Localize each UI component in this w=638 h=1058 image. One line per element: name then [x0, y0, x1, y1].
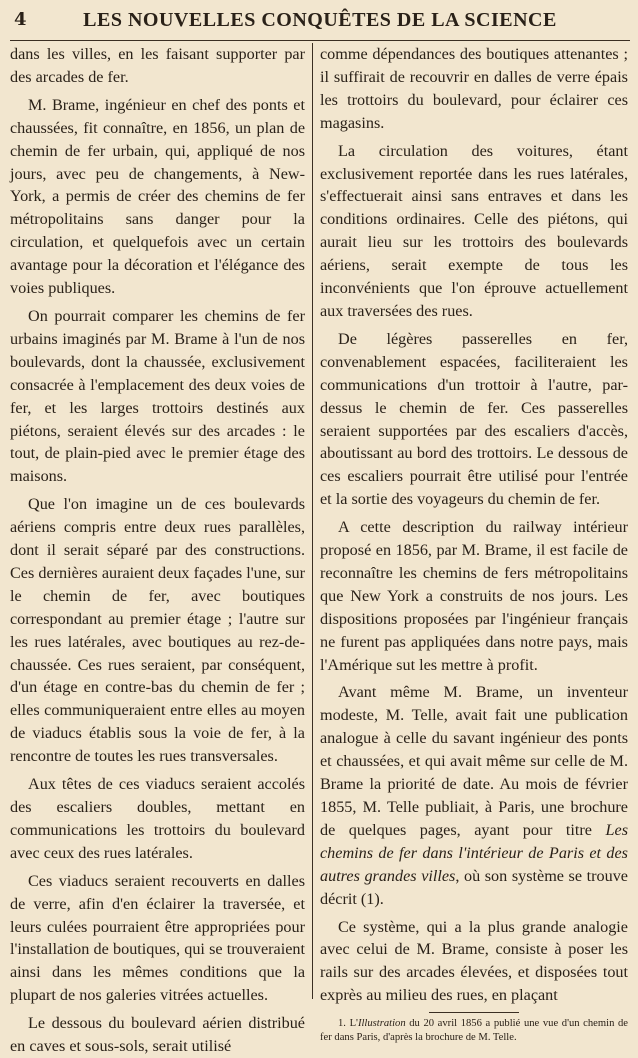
paragraph: A cette description du railway intérieur proposé en 1856, par M. Brame, il est facile de reconnaître les chemins de fers métropolitains que New York a construits de nos jours. Les dispositions proposées par l'ingénieur français ne furent pas appliquées dans notre pays, mais l'Amérique sut les mettre à profit. [320, 518, 628, 674]
paragraph: La circulation des voitures, étant exclusivement reportée dans les rues latérales, s'effectuerait ainsi sans entraves et dans les conditions ordinaires. Celle des piétons, qui aurait lieu sur les trottoirs des boulevards aériens, serait exempte de tous les inconvénients que l'on éprouve actuellement aux traversées des rues. [320, 141, 628, 320]
footnote-divider [429, 1012, 519, 1013]
paragraph: Que l'on imagine un de ces boulevards aériens compris entre deux rues parallèles, dont il serait séparé par des constructions. Ces dernières auraient deux façades l'une, sur le chemin de fer, avec boutiques correspondant au premier étage ; l'autre sur les rues latérales, avec boutiques au rez-de-chaussée. Ces rues seraient, par conséquent, d'un étage en contre-bas du chemin de fer ; elles communiqueraient entre elles au moyen de viaducs établis sous la voie de fer, à la rencontre de toutes les rues transversales. [10, 495, 305, 766]
paragraph: dans les villes, en les faisant supporter par des arcades de fer. [10, 45, 305, 86]
left-column [10, 43, 312, 1056]
footnote-text: 1. L' [338, 1018, 358, 1030]
footnote [320, 1017, 628, 1045]
right-column [312, 43, 628, 1044]
paragraph: comme dépendances des boutiques attenantes ; il suffirait de recouvrir en dalles de verre épais les trottoirs du boulevard, pour éclairer ces magasins. [320, 45, 628, 132]
publication-name: Illustration [357, 1018, 406, 1030]
page-number: 4 [14, 9, 27, 30]
paragraph: De légères passerelles en fer, convenablement espacées, faciliteraient les communications d'un trottoir à l'autre, par-dessus le chemin de fer. Ces passerelles seraient supportées par des escaliers d'accès, aboutissant au bord des trottoirs. Le dessous de ces escaliers pourrait être utilisé pour l'entrée et la sortie des voyageurs du chemin de fer. [320, 329, 628, 509]
paragraph [320, 681, 628, 910]
paragraph: Le dessous du boulevard aérien distribué en caves et sous-sols, serait utilisé [10, 1014, 305, 1056]
paragraph: On pourrait comparer les chemins de fer urbains imaginés par M. Brame à l'un de nos boulevards, dont la chaussée, exclusivement consacrée à l'emplacement des deux voies de fer, et les larges trottoirs destinés aux piétons, seraient élevés sur des arcades : le tout, de plain-pied avec le premier étage des maisons. [10, 306, 305, 486]
paragraph: Aux têtes de ces viaducs seraient accolés des escaliers doubles, mettant en communications les trottoirs du boulevard avec ceux des rues latérales. [10, 775, 305, 862]
paragraph-text: Avant même M. Brame, un inventeur modeste, M. Telle, avait fait une publication analogue à celle du savant ingénieur des ponts et chaussées, et qui avait même sur celle de M. Brame la priorité de date. Au mois de février 1855, M. Telle publiait, à Paris, une brochure de quelques pages, ayant pour titre [320, 683, 628, 839]
running-title: LES NOUVELLES CONQUÊTES DE LA SCIENCE [83, 8, 557, 31]
paragraph: Ce système, qui a la plus grande analogie avec celui de M. Brame, consiste à poser les rails sur des arcades élevées, et disposées tout exprès au milieu des rues, en plaçant [320, 917, 628, 1005]
paragraph-text: , où son système se trouve décrit (1). [320, 866, 628, 908]
brochure-title: Les chemins de fer dans l'intérieur de Paris et des autres grandes villes [320, 820, 628, 885]
page-header [10, 0, 630, 41]
footnote-text: du 20 avril 1856 a publié une vue d'un chemin de fer dans Paris, d'après la brochure de M. Telle. [320, 1018, 628, 1044]
paragraph: Ces viaducs seraient recouverts en dalles de verre, afin d'en éclairer la traversée, et leurs culées pourraient être appropriées pour l'installation de boutiques, qui se trouveraient ainsi dans les mêmes conditions que la plupart de nos galeries vitrées actuelles. [10, 871, 305, 1005]
paragraph: M. Brame, ingénieur en chef des ponts et chaussées, fit connaître, en 1856, un plan de chemin de fer urbain, qui, appliqué de nos jours, avec peu de changements, à New-York, a permis de créer des chemins de fer métropolitains sans danger pour la circulation, et quelquefois avec un certain avantage pour la décoration et l'élégance des voies publiques. [10, 95, 305, 298]
text-columns [10, 43, 630, 1056]
